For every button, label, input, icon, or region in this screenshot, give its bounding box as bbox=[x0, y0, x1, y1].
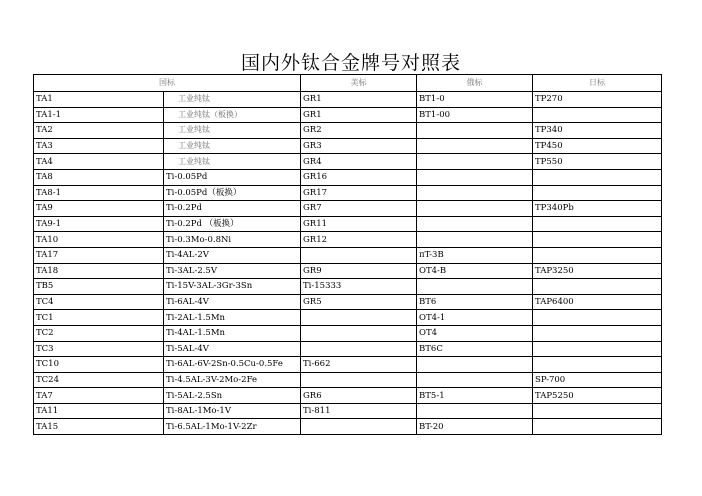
cell-ru-grade: πT-3B bbox=[417, 247, 533, 263]
cell-ru-grade bbox=[417, 372, 533, 388]
table-row bbox=[34, 138, 662, 154]
cell-ru-grade: BT-20 bbox=[417, 419, 533, 435]
table-row bbox=[34, 185, 662, 201]
cell-us-grade: Ti-662 bbox=[301, 357, 417, 373]
cell-us-grade: Ti-811 bbox=[301, 403, 417, 419]
table-row bbox=[34, 169, 662, 185]
cell-jp-grade: TP450 bbox=[533, 138, 662, 154]
cell-composition: Ti-15V-3AL-3Gr-3Sn bbox=[164, 279, 301, 295]
cell-jp-grade: TP340Pb bbox=[533, 201, 662, 217]
cell-jp-grade: TP340 bbox=[533, 123, 662, 139]
cell-composition: Ti-5AL-4V bbox=[164, 341, 301, 357]
cell-gb-grade: TA1 bbox=[34, 92, 164, 108]
cell-ru-grade: BT1-00 bbox=[417, 107, 533, 123]
cell-gb-grade: TA2 bbox=[34, 123, 164, 139]
cell-composition: Ti-6.5AL-1Mo-1V-2Zr bbox=[164, 419, 301, 435]
table-row bbox=[34, 263, 662, 279]
cell-jp-grade: TAP6400 bbox=[533, 294, 662, 310]
cell-composition: Ti-2AL-1.5Mn bbox=[164, 310, 301, 326]
cell-gb-grade: TC4 bbox=[34, 294, 164, 310]
cell-ru-grade: BT5-1 bbox=[417, 388, 533, 404]
cell-composition: Ti-0.05Pd bbox=[164, 169, 301, 185]
cell-composition: 工业纯钛（板换） bbox=[164, 107, 301, 123]
cell-jp-grade: TP550 bbox=[533, 154, 662, 170]
cell-ru-grade: OT4-B bbox=[417, 263, 533, 279]
cell-us-grade: GR11 bbox=[301, 216, 417, 232]
cell-composition: Ti-8AL-1Mo-1V bbox=[164, 403, 301, 419]
cell-gb-grade: TA3 bbox=[34, 138, 164, 154]
cell-jp-grade bbox=[533, 247, 662, 263]
table-row bbox=[34, 92, 662, 108]
cell-us-grade bbox=[301, 341, 417, 357]
cell-gb-grade: TC3 bbox=[34, 341, 164, 357]
cell-ru-grade: BT6C bbox=[417, 341, 533, 357]
table-row bbox=[34, 201, 662, 217]
cell-jp-grade bbox=[533, 357, 662, 373]
header-jp: 日标 bbox=[533, 75, 662, 92]
cell-gb-grade: TA8-1 bbox=[34, 185, 164, 201]
cell-gb-grade: TC10 bbox=[34, 357, 164, 373]
cell-ru-grade: BT6 bbox=[417, 294, 533, 310]
cell-ru-grade bbox=[417, 216, 533, 232]
cell-jp-grade bbox=[533, 419, 662, 435]
grade-comparison-table bbox=[33, 74, 662, 435]
cell-composition: Ti-0.3Mo-0.8Ni bbox=[164, 232, 301, 248]
page-title: 国内外钛合金牌号对照表 bbox=[240, 52, 461, 74]
cell-ru-grade bbox=[417, 123, 533, 139]
cell-jp-grade bbox=[533, 325, 662, 341]
cell-composition: Ti-0.05Pd（板换） bbox=[164, 185, 301, 201]
cell-us-grade: GR17 bbox=[301, 185, 417, 201]
cell-jp-grade: SP-700 bbox=[533, 372, 662, 388]
cell-gb-grade: TC1 bbox=[34, 310, 164, 326]
cell-us-grade: GR6 bbox=[301, 388, 417, 404]
cell-gb-grade: TA9 bbox=[34, 201, 164, 217]
table-row bbox=[34, 357, 662, 373]
header-ru: 俄标 bbox=[417, 75, 533, 92]
cell-jp-grade bbox=[533, 279, 662, 295]
cell-us-grade bbox=[301, 372, 417, 388]
cell-jp-grade: TP270 bbox=[533, 92, 662, 108]
cell-ru-grade bbox=[417, 185, 533, 201]
cell-gb-grade: TA9-1 bbox=[34, 216, 164, 232]
table-body bbox=[34, 92, 662, 435]
table-row bbox=[34, 232, 662, 248]
table-row bbox=[34, 372, 662, 388]
table-row bbox=[34, 154, 662, 170]
cell-gb-grade: TC24 bbox=[34, 372, 164, 388]
table-row bbox=[34, 247, 662, 263]
cell-gb-grade: TC2 bbox=[34, 325, 164, 341]
cell-composition: Ti-4AL-1.5Mn bbox=[164, 325, 301, 341]
table-row bbox=[34, 341, 662, 357]
cell-composition: 工业纯钛 bbox=[164, 154, 301, 170]
cell-composition: Ti-4.5AL-3V-2Mo-2Fe bbox=[164, 372, 301, 388]
cell-composition: Ti-5AL-2.5Sn bbox=[164, 388, 301, 404]
cell-jp-grade bbox=[533, 341, 662, 357]
cell-gb-grade: TA18 bbox=[34, 263, 164, 279]
header-gb: 国标 bbox=[34, 75, 301, 92]
table-row bbox=[34, 123, 662, 139]
cell-us-grade bbox=[301, 247, 417, 263]
table-row bbox=[34, 279, 662, 295]
table-row bbox=[34, 403, 662, 419]
cell-jp-grade bbox=[533, 310, 662, 326]
cell-gb-grade: TA17 bbox=[34, 247, 164, 263]
cell-us-grade: GR7 bbox=[301, 201, 417, 217]
cell-gb-grade: TA1-1 bbox=[34, 107, 164, 123]
cell-us-grade: GR16 bbox=[301, 169, 417, 185]
cell-us-grade: GR3 bbox=[301, 138, 417, 154]
cell-ru-grade: OT4 bbox=[417, 325, 533, 341]
cell-jp-grade: TAP5250 bbox=[533, 388, 662, 404]
cell-composition: 工业纯钛 bbox=[164, 123, 301, 139]
cell-ru-grade bbox=[417, 279, 533, 295]
cell-composition: Ti-0.2Pd （板换） bbox=[164, 216, 301, 232]
table-row bbox=[34, 310, 662, 326]
cell-jp-grade bbox=[533, 169, 662, 185]
table-row bbox=[34, 325, 662, 341]
cell-jp-grade bbox=[533, 185, 662, 201]
table-row bbox=[34, 388, 662, 404]
cell-ru-grade: BT1-0 bbox=[417, 92, 533, 108]
cell-jp-grade bbox=[533, 403, 662, 419]
cell-composition: Ti-6AL-4V bbox=[164, 294, 301, 310]
cell-us-grade bbox=[301, 419, 417, 435]
cell-jp-grade bbox=[533, 216, 662, 232]
cell-composition: 工业纯钛 bbox=[164, 92, 301, 108]
cell-us-grade bbox=[301, 325, 417, 341]
cell-ru-grade bbox=[417, 357, 533, 373]
cell-ru-grade bbox=[417, 138, 533, 154]
cell-us-grade bbox=[301, 310, 417, 326]
cell-ru-grade bbox=[417, 232, 533, 248]
cell-ru-grade bbox=[417, 201, 533, 217]
cell-gb-grade: TA8 bbox=[34, 169, 164, 185]
cell-gb-grade: TB5 bbox=[34, 279, 164, 295]
cell-composition: Ti-6AL-6V-2Sn-0.5Cu-0.5Fe bbox=[164, 357, 301, 373]
cell-us-grade: GR5 bbox=[301, 294, 417, 310]
cell-composition: 工业纯钛 bbox=[164, 138, 301, 154]
cell-gb-grade: TA11 bbox=[34, 403, 164, 419]
cell-us-grade: Ti-15333 bbox=[301, 279, 417, 295]
table-row bbox=[34, 294, 662, 310]
table-row bbox=[34, 419, 662, 435]
cell-us-grade: GR2 bbox=[301, 123, 417, 139]
cell-jp-grade: TAP3250 bbox=[533, 263, 662, 279]
cell-gb-grade: TA4 bbox=[34, 154, 164, 170]
cell-us-grade: GR1 bbox=[301, 107, 417, 123]
cell-gb-grade: TA7 bbox=[34, 388, 164, 404]
cell-ru-grade bbox=[417, 403, 533, 419]
cell-us-grade: GR4 bbox=[301, 154, 417, 170]
table-row bbox=[34, 216, 662, 232]
cell-jp-grade bbox=[533, 107, 662, 123]
cell-ru-grade: OT4-1 bbox=[417, 310, 533, 326]
cell-composition: Ti-3AL-2.5V bbox=[164, 263, 301, 279]
cell-gb-grade: TA15 bbox=[34, 419, 164, 435]
cell-us-grade: GR1 bbox=[301, 92, 417, 108]
cell-jp-grade bbox=[533, 232, 662, 248]
table-header-row bbox=[34, 75, 662, 92]
cell-us-grade: GR12 bbox=[301, 232, 417, 248]
cell-composition: Ti-4AL-2V bbox=[164, 247, 301, 263]
header-us: 美标 bbox=[301, 75, 417, 92]
table-row bbox=[34, 107, 662, 123]
cell-ru-grade bbox=[417, 154, 533, 170]
cell-ru-grade bbox=[417, 169, 533, 185]
cell-composition: Ti-0.2Pd bbox=[164, 201, 301, 217]
cell-us-grade: GR9 bbox=[301, 263, 417, 279]
cell-gb-grade: TA10 bbox=[34, 232, 164, 248]
